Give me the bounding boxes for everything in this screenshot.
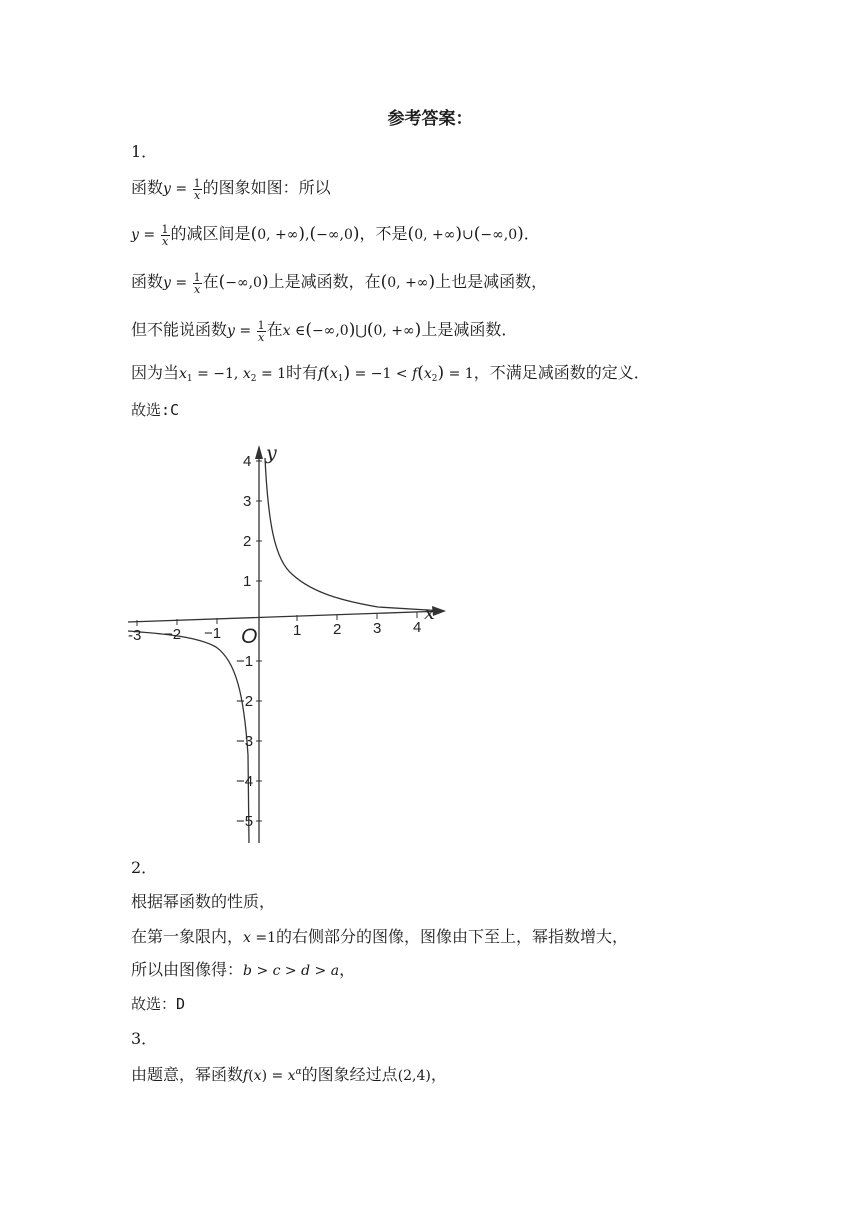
q1-text: 的图象如图：所以 [202, 178, 331, 197]
y-tick-label: 1 [243, 573, 252, 590]
y-tick-label: −4 [236, 773, 254, 790]
q1-text: 的减区间是 [170, 224, 251, 243]
x-tick-label: 1 [293, 622, 302, 639]
q1-line-5 [131, 361, 650, 391]
q2-text: 的右侧部分的图像，图像由下至上，幂指数增大， [276, 927, 629, 946]
q1-text: 时有 [286, 363, 319, 382]
q2-text: 在第一象限内， [131, 927, 244, 946]
y-tick-label: −3 [236, 733, 254, 750]
q2-answer: 故选：D [131, 995, 186, 1013]
q1-number: 1． [131, 142, 158, 161]
y-axis-label: y [266, 442, 277, 464]
q1-text: 上也是减函数， [435, 272, 548, 291]
formula-y-eq-1-over-x: y = $\frac{1}{x}$ [163, 270, 201, 296]
x-tick-label: 4 [413, 619, 422, 636]
curve-first-quadrant [265, 458, 444, 611]
q1-text: ． [523, 224, 540, 243]
formula-interval-neg: (−∞,0) [218, 272, 269, 292]
y-tick-label: −5 [236, 813, 254, 830]
q1-text: 上是减函数． [421, 320, 518, 339]
q2-line-3 [131, 958, 355, 983]
q3-number: 3． [131, 1029, 158, 1048]
y-tick-label: −1 [236, 653, 254, 670]
reciprocal-function-graph [128, 425, 448, 845]
x-tick-label: −2 [164, 626, 182, 643]
formula-interval-pos: (0, +∞) [380, 272, 436, 292]
q1-text: 因为当 [131, 363, 180, 382]
formula-x-eq-1: x =1 [243, 930, 277, 946]
q1-text: 函数 [131, 272, 164, 291]
y-tick-label: 2 [243, 533, 252, 550]
formula-y-eq-1-over-x: y = $\frac{1}{x}$ [131, 222, 169, 248]
x-axis-label: x [424, 602, 435, 624]
y-tick-label: 4 [243, 453, 252, 470]
formula-x-in-union: x ∈(−∞,0)⋃(0, +∞) [282, 320, 422, 340]
q3-line-1 [131, 1060, 447, 1088]
formula-point: (2,4) [397, 1068, 431, 1084]
x-tick-label: −1 [204, 625, 222, 642]
x-tick-label: 3 [373, 620, 382, 637]
y-tick-label: 3 [243, 493, 252, 510]
formula-y-eq-1-over-x: y = $\frac{1}{x}$ [227, 318, 265, 344]
q2-number: 2． [131, 858, 158, 877]
origin-label: O [241, 625, 258, 648]
formula-union: (0, +∞)∪(−∞,0) [407, 224, 524, 244]
q1-line-1 [131, 176, 331, 201]
q1-text: 函数 [131, 178, 164, 197]
x-axis [128, 611, 444, 622]
page-title: 参考答案： [387, 109, 473, 129]
q1-text: 但不能说函数 [131, 320, 228, 339]
curve-third-quadrant [128, 631, 249, 843]
q1-answer: 故选:C [131, 401, 180, 419]
q1-line-2 [131, 222, 540, 247]
q1-text: 在 [202, 272, 219, 291]
formula-order: b > c > d > a [243, 963, 340, 979]
y-axis-arrow [255, 445, 263, 459]
q1-text: ，不满足减函数的定义． [473, 363, 650, 382]
q2-text: 所以由图像得： [131, 960, 244, 979]
formula-intervals: (0, +∞),(−∞,0) [250, 224, 360, 244]
q3-text: 的图象经过点 [301, 1065, 398, 1084]
q3-text: ， [430, 1065, 447, 1084]
q1-text: 在 [266, 320, 283, 339]
q3-text: 由题意，幂函数 [131, 1065, 244, 1084]
formula-x1-x2: $x_1 = -1$, $x_2 = 1$ [179, 366, 287, 384]
q2-text: ， [339, 960, 356, 979]
formula-power-function: $f(x) = x^\alpha$ [243, 1067, 302, 1084]
x-tick-label: -3 [128, 627, 142, 644]
q2-line-1: 根据幂函数的性质， [131, 892, 276, 911]
q1-text: 上是减函数，在 [268, 272, 381, 291]
q1-line-3 [131, 270, 547, 295]
q1-line-4 [131, 318, 517, 343]
q1-text: ，不是 [359, 224, 408, 243]
formula-y-eq-1-over-x: y = $\frac{1}{x}$ [163, 176, 201, 202]
x-tick-label: 2 [333, 621, 342, 638]
y-tick-label: −2 [236, 693, 254, 710]
q2-line-2 [131, 925, 628, 950]
formula-f-compare: $f(x_1) = -1 < f(x_2) = 1$ [318, 363, 474, 384]
